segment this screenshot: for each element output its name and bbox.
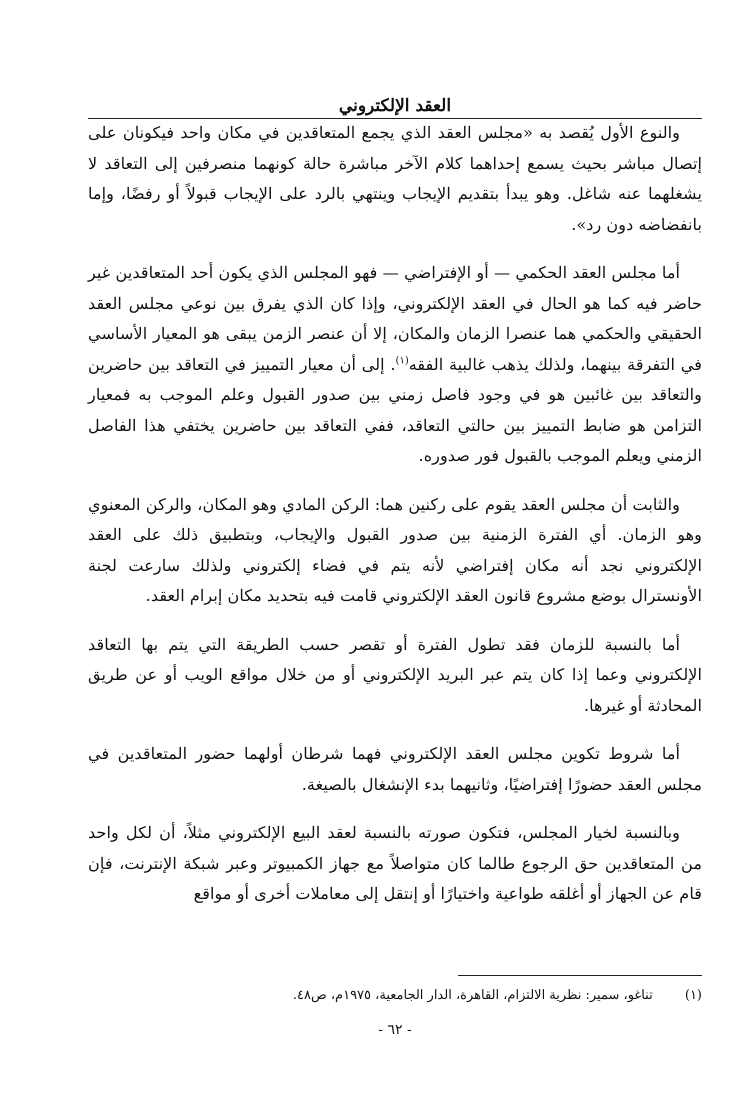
paragraph-4: أما بالنسبة للزمان فقد تطول الفترة أو تقصر حسب الطريقة التي يتم بها التعاقد الإلكتروني وعما إذا كان يتم عبر البريد الإلكتروني أو من خلال مواقع الويب أو عن طريق المحادثة أو غيرها. (88, 634, 702, 715)
footnote-number: (١) (684, 988, 702, 1003)
paragraph-3: والثابت أن مجلس العقد يقوم على ركنين هما: الركن المادي وهو المكان، والركن المعنوي وهو الزمان. أي الفترة الزمنية بين صدور القبول والإيجاب، وبتطبيق ذلك على العقد الإلكتروني نجد أنه مكان إفتراضي لأنه يتم في فضاء إلكتروني ولذلك سارعت لجنة الأونسترال بوضع مشروع قانون العقد الإلكتروني قامت فيه بتحديد مكان إبرام العقد. (88, 494, 702, 605)
paragraph-5: أما شروط تكوين مجلس العقد الإلكتروني فهما شرطان أولهما حضور المتعاقدين في مجلس العقد حضورًا إفتراضيًا، وثانيهما بدء الإنشغال بالصيغة. (88, 744, 702, 794)
paragraph-6: وبالنسبة لخيار المجلس، فتكون صورته بالنسبة لعقد البيع الإلكتروني مثلاً، أن لكل واحد من المتعاقدين حق الرجوع طالما كان متواصلاً مع جهاز الكمبيوتر وعبر شبكة الإنترنت، فإن قام عن الجهاز أو أغلقه طواعية واختيارًا أو إنتقل إلى معاملات أخرى أو مواقع (88, 823, 702, 903)
paragraph-2-continued: إلى أن معيار التمييز في التعاقد بين حاضرين والتعاقد بين غائبين هو في وجود فاصل زمني بين صدور القبول وعلم الموجب به فمعيار التزامن هو ضابط التمييز بين حالتي التعاقد، ففي التعاقد بين حاضرين يختفي هذا الفاصل الزمني ويعلم الموجب بالقبول فور صدوره. (88, 354, 702, 465)
footnote-text: تناغو، سمير: نظرية الالتزام، القاهرة، الدار الجامعية، ١٩٧٥م، ص٤٨. (292, 988, 653, 1003)
running-header: العقد الإلكتروني (338, 96, 452, 116)
paragraph-2-text: أما مجلس العقد الحكمي — أو الإفتراضي — فهو المجلس الذي يكون أحد المتعاقدين غير حاضر فيه كما هو الحال في العقد الإلكتروني، وإذا كان الذي يفرق بين نوعي مجلس العقد الحقيقي والحكمي هما عنصرا الزمان والمكان، إلا أن عنصر الزمن يبقى هو المعيار الأساسي في التفرقة بينهما، ولذلك يذهب غالبية الفقه (88, 263, 702, 374)
paragraph-1: والنوع الأول يُقصد به «مجلس العقد الذي يجمع المتعاقدين في مكان واحد فيكونان على إتصال مباشر بحيث يسمع إحداهما كلام الآخر مباشرة حالة كونهما منصرفين إلى التعاقد لا يشغلهما عنه شاغل. وهو يبدأ بتقديم الإيجاب وينتهي بالرد على الإيجاب قبولاً أو رفضًا، وإما بانفضاضه دون رد». (88, 123, 702, 234)
footnote (88, 986, 702, 1006)
footnote-marker[interactable]: (١) (395, 355, 409, 367)
page-number: - ٦٢ - (378, 1022, 412, 1038)
body-text (88, 118, 702, 910)
paragraph-2: أما مجلس العقد الحكمي — أو الإفتراضي — فهو المجلس الذي يكون أحد المتعاقدين غير حاضر فيه كما هو الحال في العقد الإلكتروني، وإذا كان الذي يفرق بين نوعي مجلس العقد الحقيقي والحكمي هما عنصرا الزمان والمكان، إلا أن عنصر الزمن يبقى هو المعيار الأساسي في التفرقة بينهما، ولذلك يذهب غالبية الفقه$^{(١)}$. إلى أن معيار التمييز في التعاقد بين حاضرين والتعاقد بين غائبين هو في وجود فاصل زمني بين صدور القبول وعلم الموجب به فمعيار التزامن هو ضابط التمييز بين حالتي التعاقد، ففي التعاقد بين حاضرين يختفي هذا الفاصل الزمني ويعلم الموجب بالقبول فور صدوره. (88, 263, 702, 465)
footnote-rule (458, 975, 702, 976)
